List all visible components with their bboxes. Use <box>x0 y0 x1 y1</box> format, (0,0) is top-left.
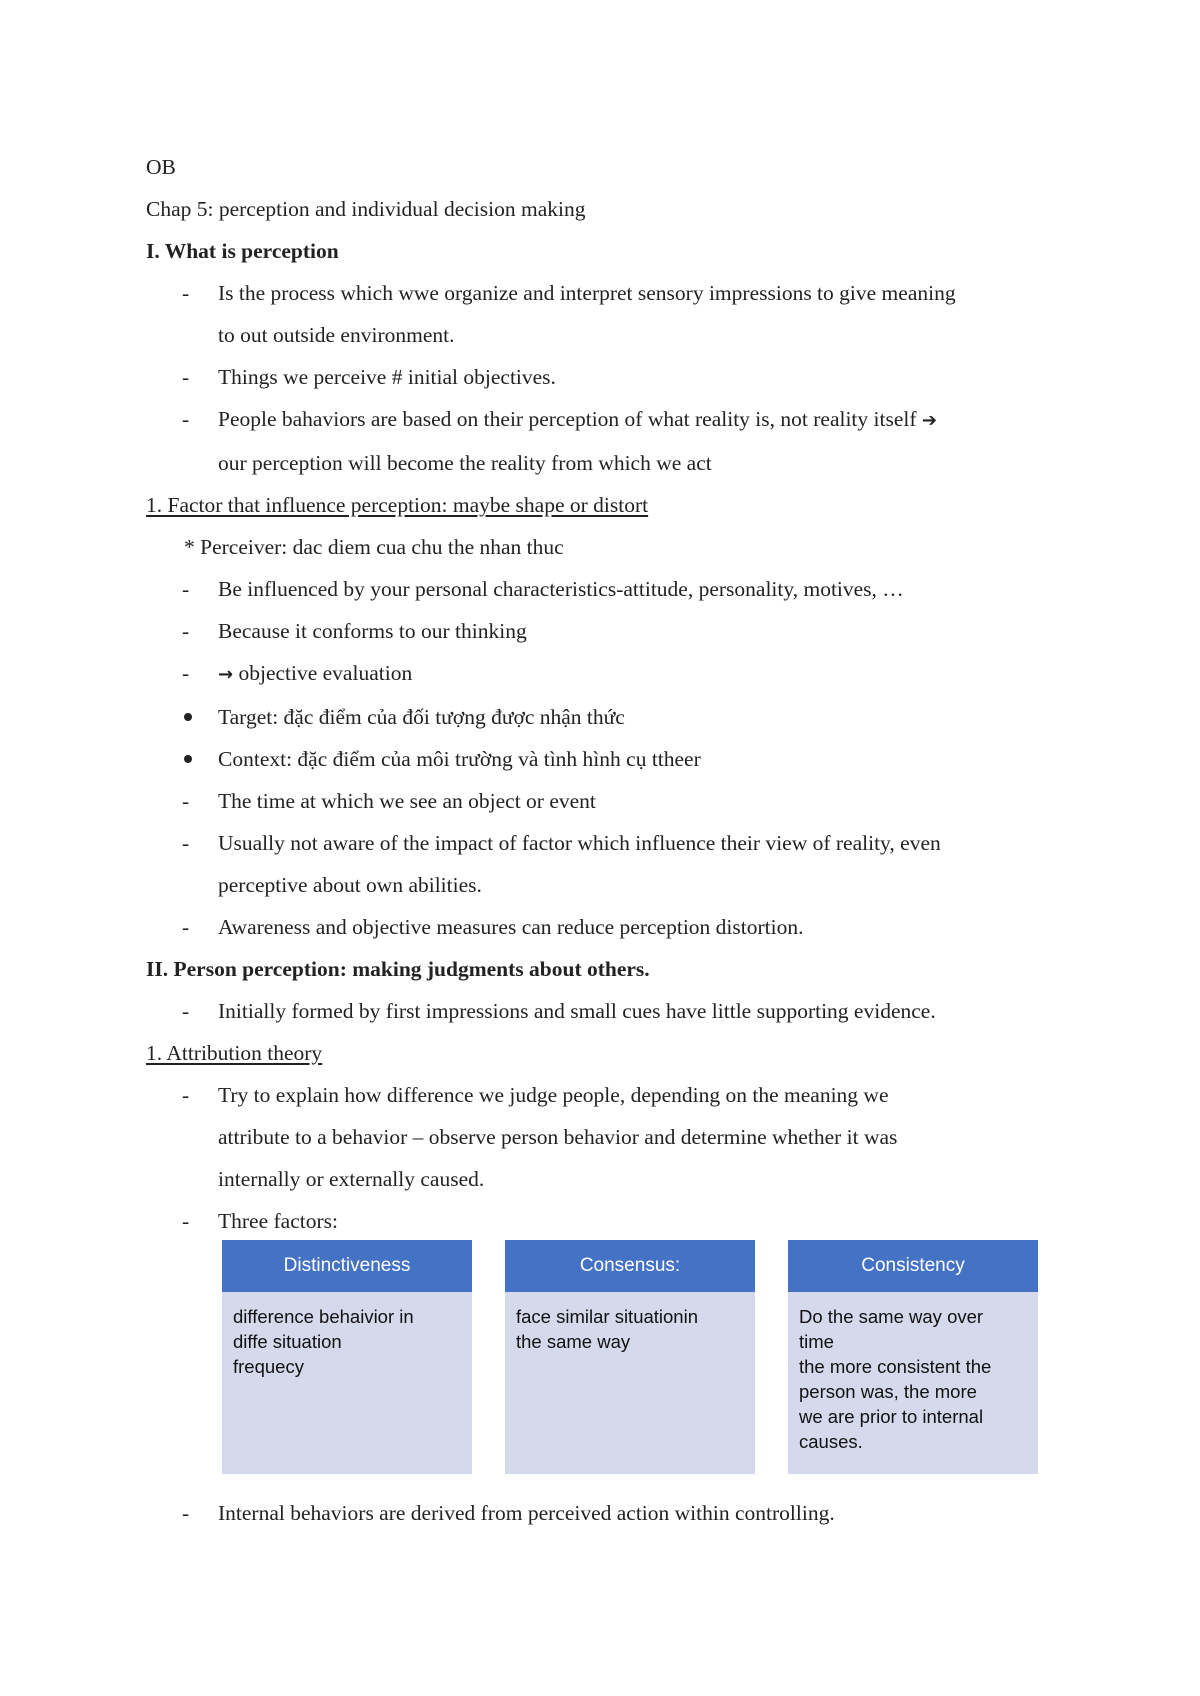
dash-marker: - <box>182 831 190 855</box>
bullet-item <box>146 696 1066 738</box>
three-factors-diagram <box>222 1240 1038 1474</box>
chapter-title: Chap 5: perception and individual decision making <box>146 197 586 221</box>
list-item-text: Be influenced by your personal characteristics-attitude, personality, motives, … <box>218 577 904 601</box>
list-item-text: attribute to a behavior – observe person behavior and determine whether it was <box>218 1125 898 1149</box>
list-item <box>146 398 1066 442</box>
list-item-text: People bahaviors are based on their perception of what reality is, not reality itself <box>218 407 917 431</box>
right-arrow-icon: → <box>218 664 234 685</box>
doc-title: OB <box>146 155 176 179</box>
list-item-text: Internal behaviors are derived from perceived action within controlling. <box>218 1501 835 1525</box>
list-item-continuation <box>146 1158 1066 1200</box>
factor-box-consistency <box>788 1240 1038 1474</box>
list-item-text: Target: đặc điểm của đối tượng được nhận thức <box>218 705 625 729</box>
factor-line: difference behaivior in <box>233 1306 414 1327</box>
dash-marker: - <box>182 1083 190 1107</box>
section-heading-2: II. Person perception: making judgments about others. <box>146 957 650 981</box>
list-item-text: Things we perceive # initial objectives. <box>218 365 556 389</box>
list-item <box>146 1492 1066 1534</box>
dash-marker: - <box>182 999 190 1023</box>
factor-line: diffe situation <box>233 1331 342 1352</box>
list-item-text: Try to explain how difference we judge people, depending on the meaning we <box>218 1083 889 1107</box>
factor-line: we are prior to internal <box>799 1406 984 1427</box>
list-item <box>146 990 1066 1032</box>
factor-title: Distinctiveness <box>222 1240 472 1292</box>
factor-line: face similar situationin <box>516 1306 698 1327</box>
factor-box-distinctiveness <box>222 1240 472 1474</box>
factor-line: person was, the more <box>799 1381 977 1402</box>
factor-line: the same way <box>516 1331 631 1352</box>
dash-marker: - <box>182 619 190 643</box>
list-item-text: Usually not aware of the impact of factor which influence their view of reality, even <box>218 831 941 855</box>
list-item <box>146 610 1066 652</box>
list-item-text: objective evaluation <box>238 661 413 685</box>
subsection-heading-1: 1. Factor that influence perception: maybe shape or distort <box>146 493 649 517</box>
list-item <box>146 272 1066 314</box>
factor-line: causes. <box>799 1431 863 1452</box>
list-item-continuation <box>146 1116 1066 1158</box>
list-item-text: perceptive about own abilities. <box>218 873 482 897</box>
dash-marker: - <box>182 407 190 431</box>
factor-line: Do the same way over <box>799 1306 984 1327</box>
section-heading-1: I. What is perception <box>146 239 339 263</box>
list-item-continuation <box>146 442 1066 484</box>
list-item <box>146 822 1066 864</box>
list-item <box>146 652 1066 696</box>
list-item-continuation <box>146 314 1066 356</box>
list-item-text: Context: đặc điểm của môi trường và tình hình cụ ttheer <box>218 747 701 771</box>
list-item <box>146 568 1066 610</box>
list-item <box>146 1074 1066 1116</box>
list-item-text: Is the process which wwe organize and interpret sensory impressions to give meaning <box>218 281 956 305</box>
dash-marker: - <box>182 577 190 601</box>
list-item <box>146 906 1066 948</box>
factor-body <box>222 1292 472 1379</box>
factor-line: the more consistent the <box>799 1356 992 1377</box>
factor-title: Consistency <box>788 1240 1038 1292</box>
list-item <box>146 780 1066 822</box>
list-item <box>146 1200 1066 1242</box>
dash-marker: - <box>182 365 190 389</box>
dash-marker: - <box>182 1209 190 1233</box>
list-item-text: The time at which we see an object or event <box>218 789 596 813</box>
dash-marker: - <box>182 1501 190 1525</box>
bullet-dot-icon <box>184 755 192 763</box>
list-item-text: our perception will become the reality from which we act <box>218 451 712 475</box>
list-item-continuation <box>146 864 1066 906</box>
list-item-text: Initially formed by first impressions and small cues have little supporting evidence. <box>218 999 936 1023</box>
bullet-dot-icon <box>184 713 192 721</box>
list-item-text: internally or externally caused. <box>218 1167 485 1191</box>
factor-body <box>505 1292 755 1354</box>
list-item-text: Because it conforms to our thinking <box>218 619 527 643</box>
perceiver-line: * Perceiver: dac diem cua chu the nhan thuc <box>184 535 564 559</box>
factor-title: Consensus: <box>505 1240 755 1292</box>
dash-marker: - <box>182 661 190 685</box>
bullet-item <box>146 738 1066 780</box>
factor-line: time <box>799 1331 834 1352</box>
dash-marker: - <box>182 789 190 813</box>
dash-marker: - <box>182 281 190 305</box>
subsection-heading-2: 1. Attribution theory <box>146 1041 323 1065</box>
factor-body <box>788 1292 1038 1454</box>
list-item-text: Awareness and objective measures can reduce perception distortion. <box>218 915 804 939</box>
dash-marker: - <box>182 915 190 939</box>
list-item-text: Three factors: <box>218 1209 338 1233</box>
factor-box-consensus <box>505 1240 755 1474</box>
list-item-text: to out outside environment. <box>218 323 455 347</box>
right-arrow-icon: ➔ <box>921 410 937 431</box>
factor-line: frequecy <box>233 1356 304 1377</box>
list-item <box>146 356 1066 398</box>
